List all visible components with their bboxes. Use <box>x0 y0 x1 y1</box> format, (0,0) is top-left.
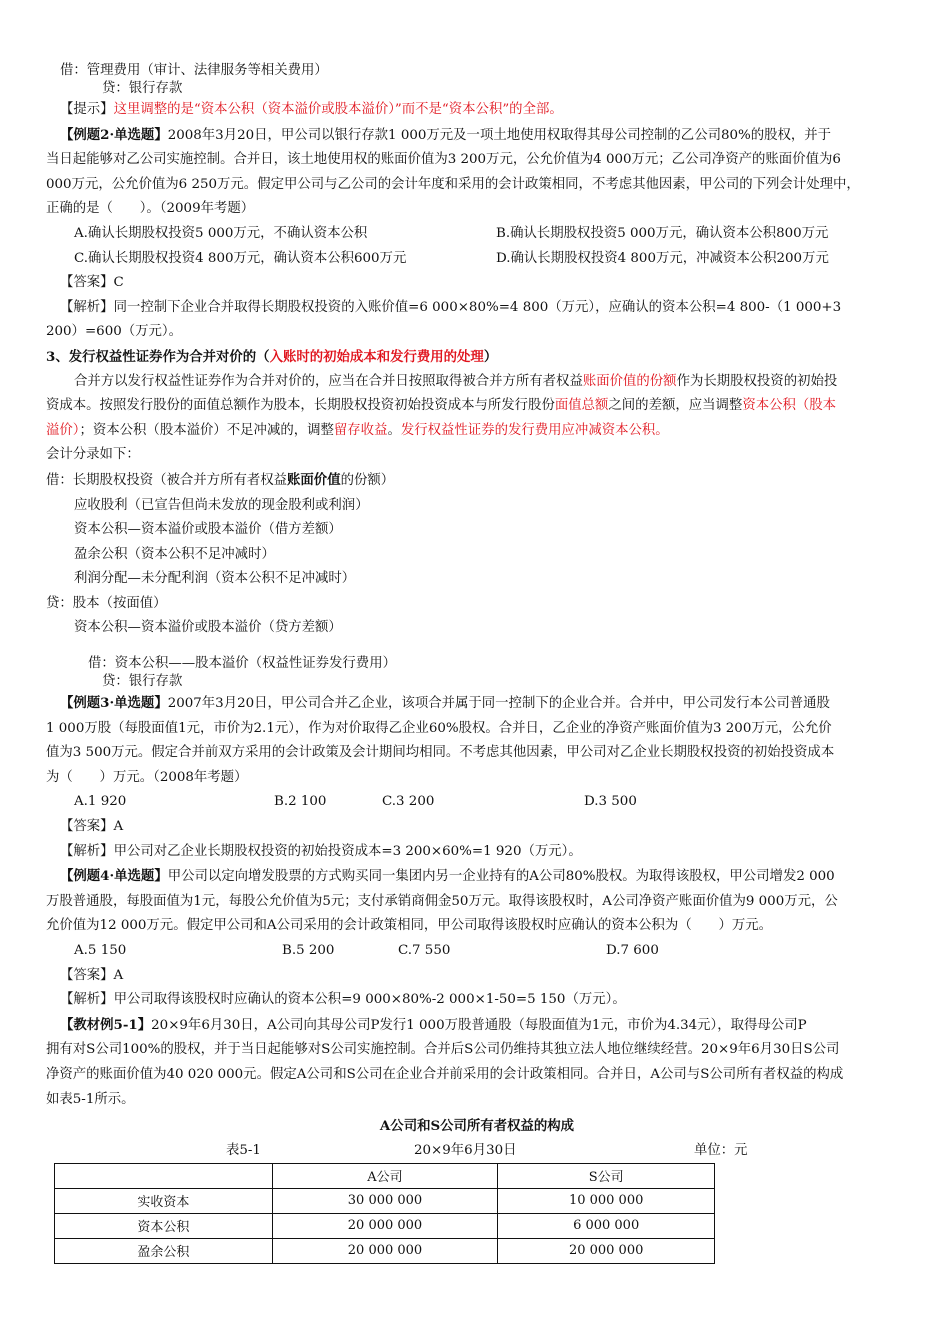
text-run: 作为长期股权投资的初始投 <box>676 373 838 389</box>
tip-paragraph <box>46 98 908 123</box>
option-c: C.7 550 <box>398 943 451 958</box>
textbook-example-line-3: 净资产的账面价值为40 020 000元。假定A公司和S公司在企业合并前采用的会计政策相同。合并日，A公司与S公司所有者权益的构成 <box>46 1066 844 1082</box>
example-3-line-1 <box>46 691 908 717</box>
textbook-example-line-1 <box>46 1013 908 1039</box>
table-title: A公司和S公司所有者权益的构成 <box>379 1118 575 1135</box>
textbook-example-line-2: 拥有对S公司100%的股权，并于当日起能够对S公司实施控制。合并后S公司仍维持其独立法人地位继续经营。20×9年6月30日S公司 <box>46 1042 840 1058</box>
option-d: D.3 500 <box>584 794 637 810</box>
example-4-line-1 <box>46 864 908 890</box>
option-b: B.2 100 <box>274 794 327 810</box>
example-2-analysis-line-1 <box>46 296 908 321</box>
journal-entry-heading: 会计分录如下： <box>46 447 140 463</box>
example-2-options-row-1 <box>46 222 908 247</box>
example-4-title: 【例题4·单选题】 <box>60 868 168 885</box>
fee-debit-line: 借：资本公积——股本溢价（权益性证券发行费用） <box>88 656 396 672</box>
journal-entry-line-5: 利润分配—未分配利润（资本公积不足冲减时） <box>74 571 356 587</box>
option-d: D.确认长期股权投资4 800万元，冲减资本公积200万元 <box>496 250 829 266</box>
example-2-options-row-2 <box>46 247 908 272</box>
example-3-line-4: 为（ ）万元。（2008年考题） <box>46 769 248 785</box>
highlight-run: 账面价值的份额 <box>582 373 677 389</box>
example-2-title: 【例题2·单选题】 <box>60 126 168 143</box>
table-cell: 30 000 000 <box>272 1188 498 1213</box>
section-3-paragraph-line-2 <box>46 394 908 419</box>
example-4-text: 甲公司以定向增发股票的方式购买同一集团内另一企业持有的A公司80%股权。为取得该股权，甲公司增发2 000 <box>167 869 835 885</box>
bold-run: 账面价值 <box>287 471 341 488</box>
table-header-cell <box>55 1163 273 1188</box>
example-2-analysis-line-2: 200）=600（万元）。 <box>46 324 182 340</box>
text-run: 资成本。按照发行股份的面值总额作为股本，长期股权投资初始投资成本与所发行股份 <box>46 398 555 414</box>
journal-entry-line-1 <box>46 468 908 494</box>
section-3-paragraph-line-3 <box>46 419 908 444</box>
highlight-run: 面值总额 <box>554 398 609 414</box>
table-meta <box>46 1139 908 1163</box>
journal-entry-line-4: 盈余公积（资本公积不足冲减时） <box>74 546 275 562</box>
table-cell: 20 000 000 <box>272 1238 498 1263</box>
text-run: 的份额） <box>340 472 395 488</box>
table-cell: 10 000 000 <box>498 1188 715 1213</box>
example-3-answer: 【答案】A <box>60 819 124 835</box>
example-3-title: 【例题3·单选题】 <box>60 695 168 712</box>
section-3-title: 3、发行权益性证券作为合并对价的（ <box>46 348 270 365</box>
option-c: C.3 200 <box>382 794 435 810</box>
journal-debit-line: 借：管理费用（审计、法律服务等相关费用） <box>60 63 328 78</box>
example-2-text: 2008年3月20日，甲公司以银行存款1 000万元及一项土地使用权取得其母公司控制的乙公司80%的股权，并于 <box>167 127 832 143</box>
table-row <box>55 1238 715 1263</box>
option-c: C.确认长期股权投资4 800万元，确认资本公积600万元 <box>74 250 407 266</box>
example-3-analysis <box>46 840 908 865</box>
journal-entry-line-3: 资本公积—资本溢价或股本溢价（借方差额） <box>74 522 342 538</box>
textbook-example-text: 20×9年6月30日，A公司向其母公司P发行1 000万股普通股（每股面值为1元，市价为4.34元），取得母公司P <box>151 1017 807 1033</box>
journal-credit-line: 贷：银行存款 <box>102 81 183 96</box>
spacer <box>46 641 908 655</box>
table-label: 表5-1 <box>226 1142 261 1158</box>
section-3-close: ） <box>483 348 498 365</box>
table-header-row <box>55 1163 715 1188</box>
journal-entry-line-7: 资本公积—资本溢价或股本溢价（贷方差额） <box>74 620 342 636</box>
table-row <box>55 1213 715 1238</box>
tip-label: 【提示】 <box>60 102 114 117</box>
text-run: ；资本公积（股本溢价）不足冲减的，调整 <box>79 422 334 438</box>
option-b: B.5 200 <box>282 943 335 958</box>
analysis-label: 【解析】 <box>60 299 114 315</box>
example-4-line-2: 万股普通股，每股面值为1元，每股公允价值为5元；支付承销商佣金50万元。取得该股权时，A公司净资产账面价值为9 000万元，公 <box>46 893 838 909</box>
option-a: A.5 150 <box>74 943 127 958</box>
table-unit: 单位：元 <box>694 1142 748 1158</box>
section-3-paragraph-line-1 <box>46 370 908 395</box>
analysis-text: 甲公司对乙企业长期股权投资的初始投资成本=3 200×60%=1 920（万元）。 <box>113 843 582 859</box>
journal-entry-line-6: 贷：股本（按面值） <box>46 595 167 611</box>
table-row <box>55 1188 715 1213</box>
table-header-cell: A公司 <box>272 1163 498 1188</box>
analysis-label: 【解析】 <box>60 843 114 859</box>
example-2-answer: 【答案】C <box>60 275 124 291</box>
analysis-text: 同一控制下企业合并取得长期股权投资的入账价值=6 000×80%=4 800（万元），应确认的资本公积=4 800-（1 000+3 <box>113 299 842 315</box>
table-cell: 实收资本 <box>55 1188 273 1213</box>
highlight-run: 留存收益 <box>333 422 388 438</box>
example-2-line-2: 当日起能够对乙公司实施控制。合并日，该土地使用权的账面价值为3 200万元，公允价值为4 000万元；乙公司净资产的账面价值为6 <box>46 152 841 168</box>
text-run: 合并方以发行权益性证券作为合并对价的，应当在合并日按照取得被合并方所有者权益 <box>74 373 583 389</box>
example-3-options <box>46 790 908 815</box>
tip-text: 这里调整的是“资本公积（资本溢价或股本溢价）”而不是“资本公积”的全部。 <box>113 102 563 117</box>
example-4-answer: 【答案】A <box>60 967 124 983</box>
example-4-line-3: 允价值为12 000万元。假定甲公司和A公司采用的会计政策相同，甲公司取得该股权时应确认的资本公积为（ ）万元。 <box>46 918 773 934</box>
table-cell: 20 000 000 <box>272 1213 498 1238</box>
table-date: 20×9年6月30日 <box>414 1142 517 1158</box>
journal-entry-line-2: 应收股利（已宣告但尚未发放的现金股利或利润） <box>74 497 369 513</box>
example-2-line-4: 正确的是（ ）。（2009年考题） <box>46 201 255 217</box>
textbook-example-title: 【教材例5-1】 <box>60 1016 152 1033</box>
example-4-options <box>46 939 908 964</box>
option-d: D.7 600 <box>606 943 659 958</box>
section-3-note: 入账时的初始成本和发行费用的处理 <box>269 348 484 365</box>
equity-table <box>54 1163 715 1264</box>
text-run: 。 <box>387 422 401 438</box>
table-cell: 资本公积 <box>55 1213 273 1238</box>
table-cell: 6 000 000 <box>498 1213 715 1238</box>
example-2-line-3: 000万元，公允价值为6 250万元。假定甲公司与乙公司的会计年度和采用的会计政策相同，不考虑其他因素，甲公司的下列会计处理中， <box>46 176 860 192</box>
document-page <box>46 62 908 1264</box>
highlight-run: 发行权益性证券的发行费用应冲减资本公积。 <box>400 422 669 438</box>
option-b: B.确认长期股权投资5 000万元，确认资本公积800万元 <box>496 225 829 241</box>
option-a: A.1 920 <box>74 794 127 810</box>
example-3-line-2: 1 000万股（每股面值1元，市价为2.1元），作为对价取得乙企业60%股权。合并日，乙企业的净资产账面价值为3 200万元，公允价 <box>46 720 832 736</box>
analysis-text: 甲公司取得该股权时应确认的资本公积=9 000×80%-2 000×1-50=5 150（万元）。 <box>113 992 626 1008</box>
example-3-text: 2007年3月20日，甲公司合并乙企业，该项合并属于同一控制下的企业合并。合并中，甲公司发行本公司普通股 <box>167 696 830 712</box>
fee-credit-line: 贷：银行存款 <box>102 674 183 690</box>
example-2-line-1 <box>46 123 908 149</box>
option-a: A.确认长期股权投资5 000万元，不确认资本公积 <box>74 225 368 241</box>
example-3-line-3: 值为3 500万元。假定合并前双方采用的会计政策及会计期间均相同。不考虑其他因素，甲公司对乙企业长期股权投资的初始投资成本 <box>46 745 835 761</box>
table-cell: 20 000 000 <box>498 1238 715 1263</box>
highlight-run: 资本公积（股本 <box>742 398 837 414</box>
section-3-heading <box>46 345 908 370</box>
text-run: 之间的差额，应当调整 <box>608 398 743 414</box>
highlight-run: 溢价） <box>46 422 80 438</box>
text-run: 借：长期股权投资（被合并方所有者权益 <box>46 472 288 488</box>
table-header-cell: S公司 <box>498 1163 715 1188</box>
example-4-analysis <box>46 988 908 1013</box>
table-cell: 盈余公积 <box>55 1238 273 1263</box>
analysis-label: 【解析】 <box>60 992 114 1008</box>
textbook-example-line-4: 如表5-1所示。 <box>46 1091 135 1107</box>
